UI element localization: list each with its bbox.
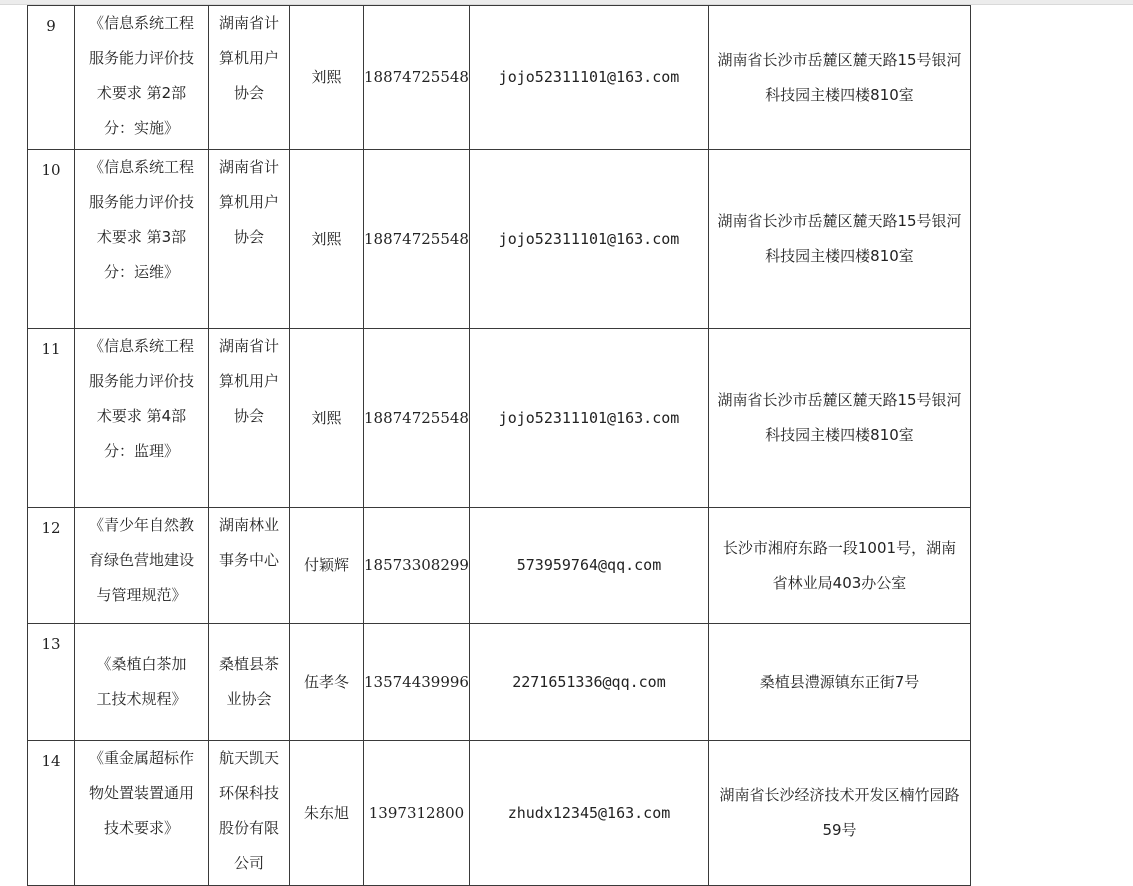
contact-person: 付颖辉 — [290, 508, 364, 624]
contact-phone: 1397312800 — [364, 741, 470, 886]
contact-phone: 18874725548 — [364, 6, 470, 150]
mailing-address: 湖南省长沙市岳麓区麓天路15号银河科技园主楼四楼810室 — [708, 150, 970, 329]
standard-name-text: 《信息系统工程服务能力评价技术要求 第4部分：监理》 — [88, 337, 194, 460]
contact-person: 朱东旭 — [290, 741, 364, 886]
mailing-address: 湖南省长沙市岳麓区麓天路15号银河科技园主楼四楼810室 — [708, 6, 970, 150]
contact-email: 2271651336@qq.com — [469, 624, 708, 741]
standard-name — [75, 624, 209, 741]
organization-text: 桑植县茶业协会 — [218, 655, 279, 708]
mailing-address: 湖南省长沙市岳麓区麓天路15号银河科技园主楼四楼810室 — [708, 329, 970, 508]
contact-phone: 18874725548 — [364, 329, 470, 508]
row-number: 11 — [28, 329, 75, 508]
contact-phone: 18874725548 — [364, 150, 470, 329]
organization — [209, 150, 290, 329]
mailing-address: 湖南省长沙经济技术开发区楠竹园路59号 — [708, 741, 970, 886]
row-number: 10 — [28, 150, 75, 329]
contact-phone: 18573308299 — [364, 508, 470, 624]
mailing-address: 长沙市湘府东路一段1001号，湖南省林业局403办公室 — [708, 508, 970, 624]
contact-person: 刘熙 — [290, 329, 364, 508]
standard-name — [75, 508, 209, 624]
table-row — [28, 6, 971, 150]
table-row — [28, 624, 971, 741]
contact-email: zhudx12345@163.com — [469, 741, 708, 886]
contact-email: jojo52311101@163.com — [469, 6, 708, 150]
standard-name-text: 《信息系统工程服务能力评价技术要求 第3部分：运维》 — [88, 158, 194, 281]
contact-email: jojo52311101@163.com — [469, 329, 708, 508]
organization-text: 湖南省计算机用户协会 — [218, 14, 279, 102]
row-number: 12 — [28, 508, 75, 624]
table-row — [28, 508, 971, 624]
contact-person: 伍孝冬 — [290, 624, 364, 741]
standard-name-text: 《青少年自然教育绿色营地建设与管理规范》 — [88, 516, 194, 604]
contact-person: 刘熙 — [290, 150, 364, 329]
organization-text: 湖南林业事务中心 — [218, 516, 279, 569]
row-number: 13 — [28, 624, 75, 741]
organization-text: 湖南省计算机用户协会 — [218, 337, 279, 425]
table-row — [28, 150, 971, 329]
row-number: 9 — [28, 6, 75, 150]
contact-person: 刘熙 — [290, 6, 364, 150]
organization — [209, 741, 290, 886]
standard-name-text: 《重金属超标作物处置装置通用技术要求》 — [88, 749, 194, 837]
standard-name-text: 《信息系统工程服务能力评价技术要求 第2部分：实施》 — [88, 14, 194, 137]
contact-phone: 13574439996 — [364, 624, 470, 741]
contacts-table — [27, 5, 971, 886]
row-number: 14 — [28, 741, 75, 886]
standard-name — [75, 6, 209, 150]
organization-text: 航天凯天环保科技股份有限公司 — [218, 749, 279, 872]
contact-email: 573959764@qq.com — [469, 508, 708, 624]
organization — [209, 329, 290, 508]
organization — [209, 6, 290, 150]
organization — [209, 508, 290, 624]
standard-name — [75, 329, 209, 508]
table-row — [28, 741, 971, 886]
standard-name-text: 《桑植白茶加工技术规程》 — [96, 655, 187, 708]
standard-name — [75, 741, 209, 886]
mailing-address: 桑植县澧源镇东正街7号 — [708, 624, 970, 741]
organization-text: 湖南省计算机用户协会 — [218, 158, 279, 246]
standard-name — [75, 150, 209, 329]
organization — [209, 624, 290, 741]
contact-email: jojo52311101@163.com — [469, 150, 708, 329]
table-row — [28, 329, 971, 508]
